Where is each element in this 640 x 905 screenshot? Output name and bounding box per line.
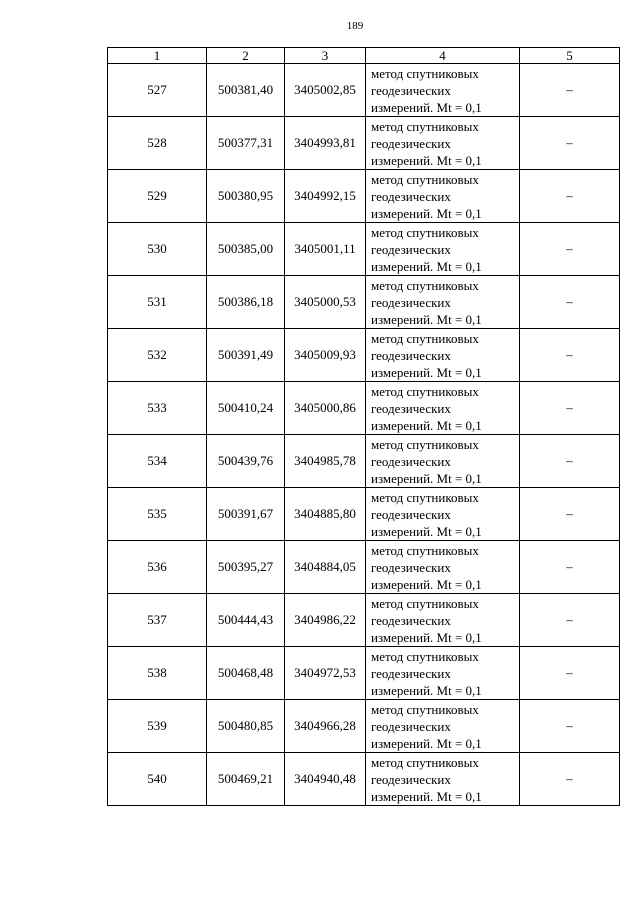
cell-note: – <box>520 594 620 647</box>
cell-note: – <box>520 64 620 117</box>
column-header-2: 2 <box>207 48 285 64</box>
table-row <box>108 329 620 382</box>
cell-x-coordinate: 500469,21 <box>207 753 285 806</box>
cell-method: метод спутниковых геодезических измерений. Mt = 0,1 <box>366 223 520 276</box>
cell-y-coordinate: 3404940,48 <box>285 753 366 806</box>
cell-note: – <box>520 700 620 753</box>
cell-y-coordinate: 3404985,78 <box>285 435 366 488</box>
coordinates-table <box>107 47 620 806</box>
table-row <box>108 64 620 117</box>
cell-y-coordinate: 3404992,15 <box>285 170 366 223</box>
cell-x-coordinate: 500380,95 <box>207 170 285 223</box>
cell-note: – <box>520 541 620 594</box>
cell-x-coordinate: 500480,85 <box>207 700 285 753</box>
cell-x-coordinate: 500391,67 <box>207 488 285 541</box>
cell-y-coordinate: 3404972,53 <box>285 647 366 700</box>
cell-y-coordinate: 3404884,05 <box>285 541 366 594</box>
cell-method: метод спутниковых геодезических измерений. Mt = 0,1 <box>366 329 520 382</box>
cell-x-coordinate: 500385,00 <box>207 223 285 276</box>
cell-note: – <box>520 170 620 223</box>
cell-y-coordinate: 3404885,80 <box>285 488 366 541</box>
cell-x-coordinate: 500439,76 <box>207 435 285 488</box>
cell-y-coordinate: 3404966,28 <box>285 700 366 753</box>
cell-y-coordinate: 3405009,93 <box>285 329 366 382</box>
column-header-1: 1 <box>108 48 207 64</box>
table-row <box>108 435 620 488</box>
cell-point-number: 527 <box>108 64 207 117</box>
cell-method: метод спутниковых геодезических измерений. Mt = 0,1 <box>366 753 520 806</box>
cell-note: – <box>520 117 620 170</box>
cell-point-number: 532 <box>108 329 207 382</box>
cell-method: метод спутниковых геодезических измерений. Mt = 0,1 <box>366 647 520 700</box>
cell-x-coordinate: 500377,31 <box>207 117 285 170</box>
table-row <box>108 170 620 223</box>
table-header <box>108 48 620 64</box>
cell-method: метод спутниковых геодезических измерений. Mt = 0,1 <box>366 170 520 223</box>
table-row <box>108 488 620 541</box>
cell-point-number: 539 <box>108 700 207 753</box>
table-row <box>108 223 620 276</box>
cell-note: – <box>520 647 620 700</box>
cell-point-number: 536 <box>108 541 207 594</box>
cell-point-number: 540 <box>108 753 207 806</box>
cell-y-coordinate: 3405000,86 <box>285 382 366 435</box>
cell-point-number: 538 <box>108 647 207 700</box>
cell-method: метод спутниковых геодезических измерений. Mt = 0,1 <box>366 435 520 488</box>
cell-note: – <box>520 435 620 488</box>
cell-point-number: 534 <box>108 435 207 488</box>
cell-y-coordinate: 3405000,53 <box>285 276 366 329</box>
table-row <box>108 700 620 753</box>
cell-y-coordinate: 3405001,11 <box>285 223 366 276</box>
cell-method: метод спутниковых геодезических измерений. Mt = 0,1 <box>366 488 520 541</box>
cell-point-number: 537 <box>108 594 207 647</box>
header-row <box>108 48 620 64</box>
table-row <box>108 647 620 700</box>
cell-x-coordinate: 500395,27 <box>207 541 285 594</box>
cell-note: – <box>520 382 620 435</box>
cell-method: метод спутниковых геодезических измерений. Mt = 0,1 <box>366 382 520 435</box>
cell-method: метод спутниковых геодезических измерений. Mt = 0,1 <box>366 541 520 594</box>
cell-y-coordinate: 3404993,81 <box>285 117 366 170</box>
cell-note: – <box>520 223 620 276</box>
cell-point-number: 533 <box>108 382 207 435</box>
cell-note: – <box>520 488 620 541</box>
cell-point-number: 529 <box>108 170 207 223</box>
cell-method: метод спутниковых геодезических измерений. Mt = 0,1 <box>366 700 520 753</box>
cell-x-coordinate: 500391,49 <box>207 329 285 382</box>
column-header-4: 4 <box>366 48 520 64</box>
table-row <box>108 753 620 806</box>
table-row <box>108 594 620 647</box>
cell-x-coordinate: 500468,48 <box>207 647 285 700</box>
cell-x-coordinate: 500386,18 <box>207 276 285 329</box>
cell-x-coordinate: 500410,24 <box>207 382 285 435</box>
table-row <box>108 541 620 594</box>
cell-note: – <box>520 276 620 329</box>
cell-x-coordinate: 500381,40 <box>207 64 285 117</box>
cell-x-coordinate: 500444,43 <box>207 594 285 647</box>
page-number: 189 <box>346 20 364 32</box>
column-header-3: 3 <box>285 48 366 64</box>
cell-y-coordinate: 3405002,85 <box>285 64 366 117</box>
cell-note: – <box>520 753 620 806</box>
cell-note: – <box>520 329 620 382</box>
column-header-5: 5 <box>520 48 620 64</box>
cell-method: метод спутниковых геодезических измерений. Mt = 0,1 <box>366 64 520 117</box>
cell-method: метод спутниковых геодезических измерений. Mt = 0,1 <box>366 117 520 170</box>
cell-point-number: 528 <box>108 117 207 170</box>
table-row <box>108 382 620 435</box>
cell-method: метод спутниковых геодезических измерений. Mt = 0,1 <box>366 594 520 647</box>
cell-method: метод спутниковых геодезических измерений. Mt = 0,1 <box>366 276 520 329</box>
cell-point-number: 530 <box>108 223 207 276</box>
table-body <box>108 64 620 806</box>
table-row <box>108 276 620 329</box>
cell-point-number: 535 <box>108 488 207 541</box>
cell-y-coordinate: 3404986,22 <box>285 594 366 647</box>
cell-point-number: 531 <box>108 276 207 329</box>
table-row <box>108 117 620 170</box>
